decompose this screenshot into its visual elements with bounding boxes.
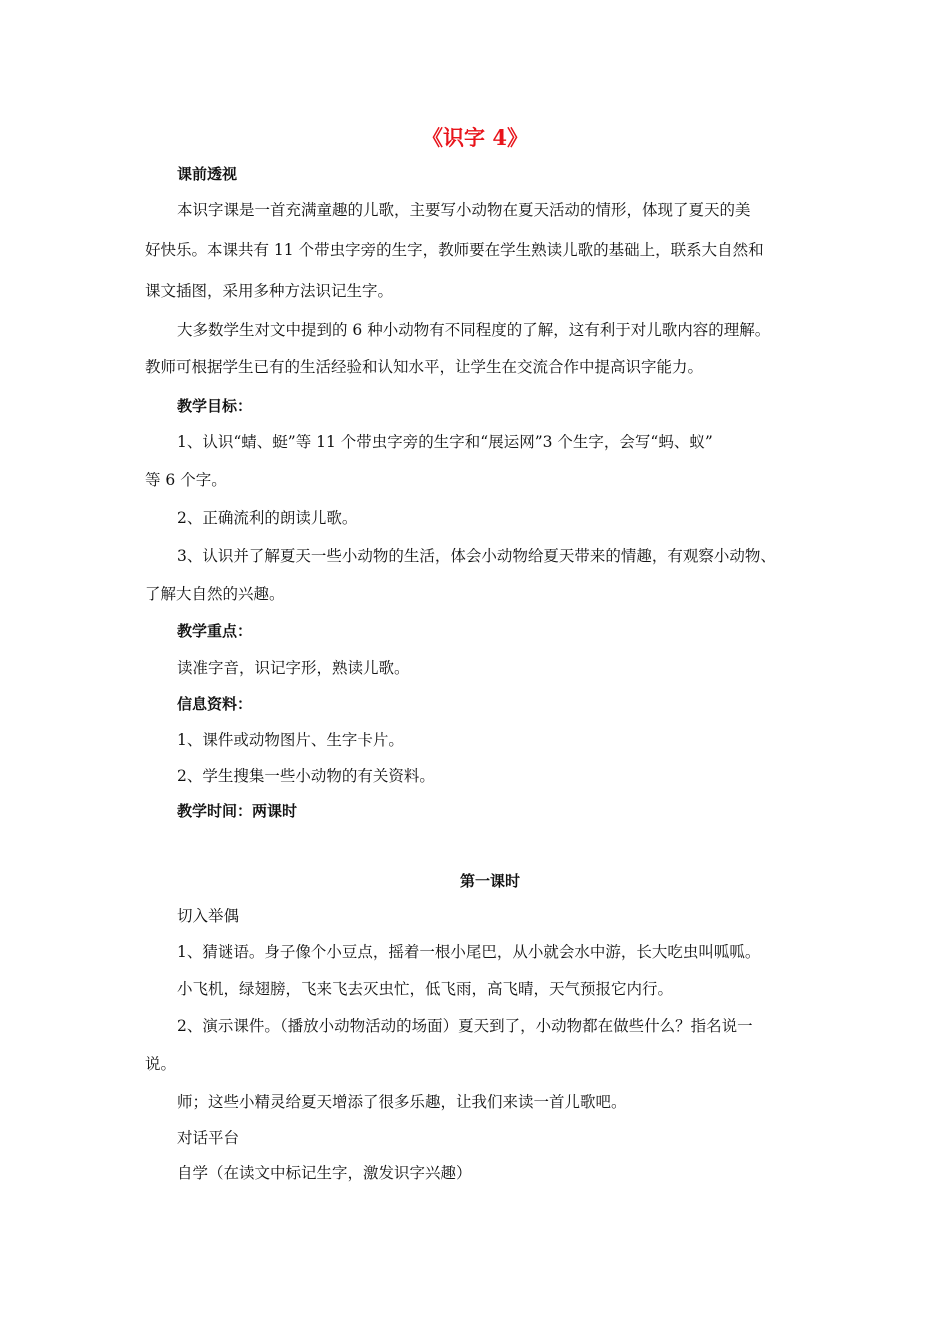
section-heading-time: 教学时间：两课时 <box>177 802 298 820</box>
subsection-heading: 切入举偶 <box>177 907 240 925</box>
section-heading-materials: 信息资料： <box>177 695 253 713</box>
paragraph-line: 等 6 个字。 <box>145 471 227 489</box>
paragraph-line: 自学（在读文中标记生字，激发识字兴趣） <box>177 1164 472 1182</box>
paragraph-line: 师；这些小精灵给夏天增添了很多乐趣，让我们来读一首儿歌吧。 <box>177 1093 627 1111</box>
paragraph-line: 了解大自然的兴趣。 <box>145 585 285 603</box>
paragraph-line: 2、正确流利的朗读儿歌。 <box>177 509 358 527</box>
paragraph-line: 大多数学生对文中提到的 6 种小动物有不同程度的了解，这有利于对儿歌内容的理解。 <box>177 321 771 339</box>
paragraph-line: 2、演示课件。（播放小动物活动的场面）夏天到了，小动物都在做些什么？指名说一 <box>177 1017 753 1035</box>
paragraph-line: 好快乐。本课共有 11 个带虫字旁的生字，教师要在学生熟读儿歌的基础上，联系大自然和 <box>145 241 764 259</box>
section-heading-preview: 课前透视 <box>177 165 238 183</box>
paragraph-line: 1、猜谜语。身子像个小豆点，摇着一根小尾巴，从小就会水中游，长大吃虫叫呱呱。 <box>177 943 761 961</box>
section-heading-key-points: 教学重点： <box>177 622 253 640</box>
paragraph-line: 教师可根据学生已有的生活经验和认知水平，让学生在交流合作中提高识字能力。 <box>145 358 704 376</box>
paragraph-line: 1、认识“蜻、蜓”等 11 个带虫字旁的生字和“展运网”3 个生字，会写“蚂、蚁” <box>177 433 713 451</box>
paragraph-line: 本识字课是一首充满童趣的儿歌，主要写小动物在夏天活动的情形，体现了夏天的美 <box>177 201 751 219</box>
paragraph-line: 1、课件或动物图片、生字卡片。 <box>177 731 404 749</box>
paragraph-line: 3、认识并了解夏天一些小动物的生活，体会小动物给夏天带来的情趣，有观察小动物、 <box>177 547 776 565</box>
paragraph-line: 小飞机，绿翅膀，飞来飞去灭虫忙，低飞雨，高飞晴，天气预报它内行。 <box>177 980 674 998</box>
paragraph-line: 课文插图，采用多种方法识记生字。 <box>145 282 394 300</box>
paragraph-line: 2、学生搜集一些小动物的有关资料。 <box>177 767 435 785</box>
paragraph-line: 说。 <box>145 1055 177 1073</box>
section-heading-objectives: 教学目标： <box>177 397 253 415</box>
paragraph-line: 读准字音，识记字形，熟读儿歌。 <box>177 659 410 677</box>
subsection-heading: 对话平台 <box>177 1129 240 1147</box>
lesson-heading: 第一课时 <box>459 872 520 890</box>
document-title: 《识字 4》 <box>422 125 528 150</box>
